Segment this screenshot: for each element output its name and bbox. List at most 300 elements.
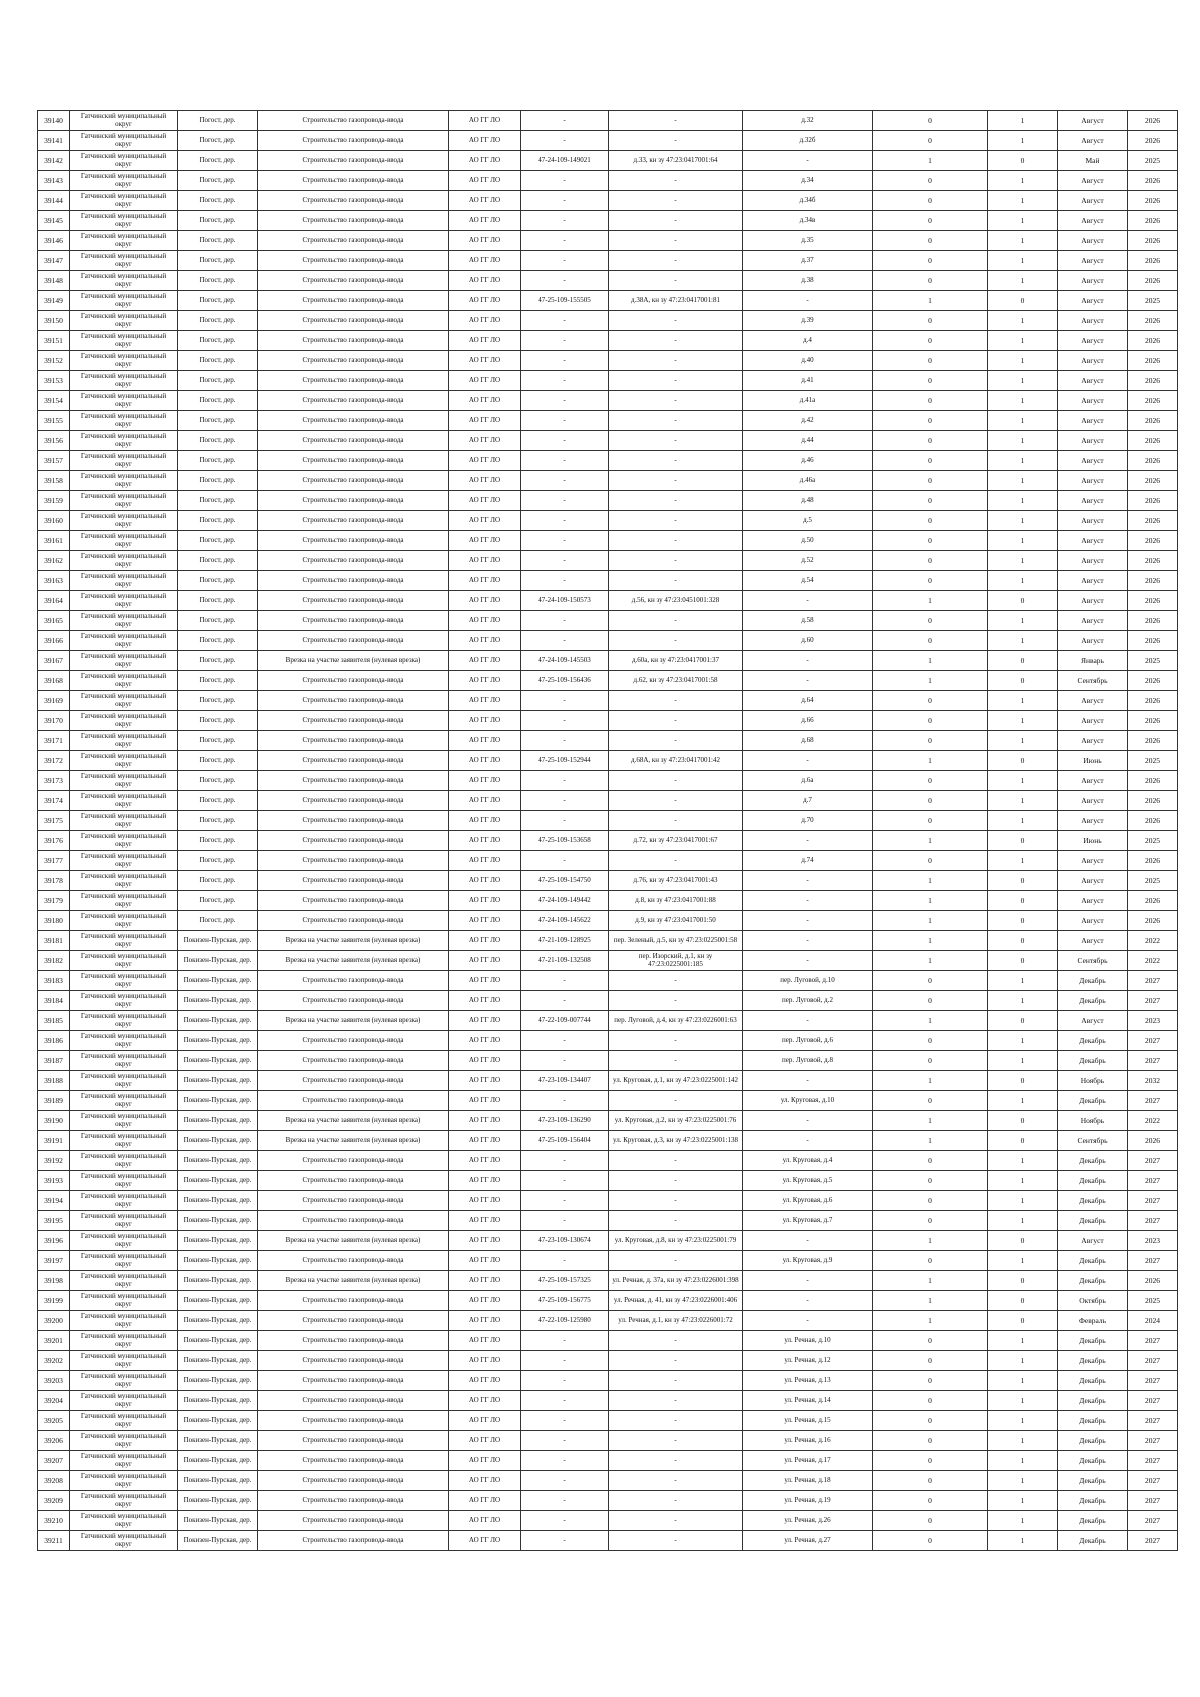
cell-work-type: Строительство газопровода-ввода bbox=[258, 251, 449, 271]
cell-count-b: 1 bbox=[988, 631, 1058, 651]
cell-settlement: Погост, дер. bbox=[178, 751, 258, 771]
cell-application-number: 47-25-109-152944 bbox=[521, 751, 609, 771]
cell-count-b: 1 bbox=[988, 351, 1058, 371]
cell-settlement: Покизен-Пурская, дер. bbox=[178, 1231, 258, 1251]
table-row bbox=[38, 591, 1178, 611]
cell-count-b: 0 bbox=[988, 931, 1058, 951]
table-row bbox=[38, 1251, 1178, 1271]
cell-organization: АО ГГ ЛО bbox=[449, 1071, 521, 1091]
cell-organization: АО ГГ ЛО bbox=[449, 1051, 521, 1071]
cell-settlement: Погост, дер. bbox=[178, 511, 258, 531]
cell-organization: АО ГГ ЛО bbox=[449, 1411, 521, 1431]
cell-month: Декабрь bbox=[1058, 1451, 1128, 1471]
cell-month: Август bbox=[1058, 811, 1128, 831]
cell-year: 2026 bbox=[1128, 411, 1178, 431]
cell-settlement: Покизен-Пурская, дер. bbox=[178, 991, 258, 1011]
cell-count-a: 0 bbox=[873, 1411, 988, 1431]
cell-address: д.34б bbox=[743, 191, 873, 211]
cell-row-number: 39153 bbox=[38, 371, 70, 391]
cell-row-number: 39163 bbox=[38, 571, 70, 591]
cell-year: 2025 bbox=[1128, 1291, 1178, 1311]
cell-address: д.54 bbox=[743, 571, 873, 591]
cell-municipal-district: Гатчинский муниципальный округ bbox=[70, 951, 178, 971]
cell-work-type: Строительство газопровода-ввода bbox=[258, 851, 449, 871]
cell-row-number: 39199 bbox=[38, 1291, 70, 1311]
cell-settlement: Покизен-Пурская, дер. bbox=[178, 951, 258, 971]
table-row bbox=[38, 951, 1178, 971]
cell-year: 2026 bbox=[1128, 571, 1178, 591]
cell-work-type: Строительство газопровода-ввода bbox=[258, 1311, 449, 1331]
cell-municipal-district: Гатчинский муниципальный округ bbox=[70, 231, 178, 251]
cell-month: Декабрь bbox=[1058, 1431, 1128, 1451]
cell-municipal-district: Гатчинский муниципальный округ bbox=[70, 1471, 178, 1491]
cell-address: - bbox=[743, 1291, 873, 1311]
cell-count-b: 1 bbox=[988, 571, 1058, 591]
cell-organization: АО ГГ ЛО bbox=[449, 1131, 521, 1151]
cell-month: Август bbox=[1058, 231, 1128, 251]
cell-address-cadastral: д.33, кн зу 47:23:0417001:64 bbox=[609, 151, 743, 171]
table-row bbox=[38, 531, 1178, 551]
cell-year: 2027 bbox=[1128, 1511, 1178, 1531]
cell-settlement: Погост, дер. bbox=[178, 191, 258, 211]
cell-row-number: 39167 bbox=[38, 651, 70, 671]
cell-municipal-district: Гатчинский муниципальный округ bbox=[70, 211, 178, 231]
table-row bbox=[38, 1471, 1178, 1491]
cell-municipal-district: Гатчинский муниципальный округ bbox=[70, 1431, 178, 1451]
cell-month: Январь bbox=[1058, 651, 1128, 671]
cell-month: Декабрь bbox=[1058, 1371, 1128, 1391]
cell-organization: АО ГГ ЛО bbox=[449, 251, 521, 271]
cell-municipal-district: Гатчинский муниципальный округ bbox=[70, 391, 178, 411]
cell-settlement: Погост, дер. bbox=[178, 731, 258, 751]
cell-count-a: 0 bbox=[873, 971, 988, 991]
cell-address-cadastral: - bbox=[609, 1451, 743, 1471]
cell-application-number: - bbox=[521, 211, 609, 231]
cell-application-number: - bbox=[521, 1351, 609, 1371]
cell-month: Август bbox=[1058, 211, 1128, 231]
cell-row-number: 39195 bbox=[38, 1211, 70, 1231]
cell-organization: АО ГГ ЛО bbox=[449, 811, 521, 831]
cell-organization: АО ГГ ЛО bbox=[449, 231, 521, 251]
cell-year: 2026 bbox=[1128, 191, 1178, 211]
cell-address: д.40 bbox=[743, 351, 873, 371]
cell-settlement: Погост, дер. bbox=[178, 891, 258, 911]
cell-municipal-district: Гатчинский муниципальный округ bbox=[70, 851, 178, 871]
cell-settlement: Погост, дер. bbox=[178, 251, 258, 271]
cell-municipal-district: Гатчинский муниципальный округ bbox=[70, 691, 178, 711]
cell-settlement: Погост, дер. bbox=[178, 651, 258, 671]
cell-month: Декабрь bbox=[1058, 1511, 1128, 1531]
cell-count-b: 1 bbox=[988, 391, 1058, 411]
cell-application-number: - bbox=[521, 1491, 609, 1511]
cell-organization: АО ГГ ЛО bbox=[449, 571, 521, 591]
cell-municipal-district: Гатчинский муниципальный округ bbox=[70, 591, 178, 611]
cell-row-number: 39178 bbox=[38, 871, 70, 891]
cell-row-number: 39208 bbox=[38, 1471, 70, 1491]
cell-organization: АО ГГ ЛО bbox=[449, 351, 521, 371]
cell-application-number: - bbox=[521, 611, 609, 631]
cell-count-b: 1 bbox=[988, 471, 1058, 491]
cell-settlement: Покизен-Пурская, дер. bbox=[178, 1011, 258, 1031]
cell-month: Август bbox=[1058, 531, 1128, 551]
table-row bbox=[38, 171, 1178, 191]
cell-count-a: 0 bbox=[873, 351, 988, 371]
cell-address-cadastral: - bbox=[609, 351, 743, 371]
cell-month: Сентябрь bbox=[1058, 951, 1128, 971]
cell-settlement: Погост, дер. bbox=[178, 331, 258, 351]
cell-work-type: Строительство газопровода-ввода bbox=[258, 231, 449, 251]
cell-month: Август bbox=[1058, 271, 1128, 291]
cell-count-a: 0 bbox=[873, 1491, 988, 1511]
cell-settlement: Покизен-Пурская, дер. bbox=[178, 1271, 258, 1291]
cell-application-number: 47-23-109-136290 bbox=[521, 1111, 609, 1131]
cell-address: - bbox=[743, 1231, 873, 1251]
cell-settlement: Погост, дер. bbox=[178, 811, 258, 831]
cell-address: - bbox=[743, 1271, 873, 1291]
cell-address: д.50 bbox=[743, 531, 873, 551]
cell-settlement: Покизен-Пурская, дер. bbox=[178, 1391, 258, 1411]
cell-municipal-district: Гатчинский муниципальный округ bbox=[70, 1011, 178, 1031]
cell-application-number: - bbox=[521, 1151, 609, 1171]
cell-address-cadastral: ул. Речная, д.1, кн зу 47:23:0226001:72 bbox=[609, 1311, 743, 1331]
cell-year: 2023 bbox=[1128, 1011, 1178, 1031]
cell-count-b: 0 bbox=[988, 951, 1058, 971]
cell-year: 2026 bbox=[1128, 431, 1178, 451]
table-row bbox=[38, 151, 1178, 171]
cell-address-cadastral: ул. Речная, д. 37а, кн зу 47:23:0226001:398 bbox=[609, 1271, 743, 1291]
cell-address-cadastral: - bbox=[609, 1391, 743, 1411]
cell-count-a: 0 bbox=[873, 271, 988, 291]
cell-address-cadastral: - bbox=[609, 131, 743, 151]
table-row bbox=[38, 611, 1178, 631]
cell-month: Август bbox=[1058, 391, 1128, 411]
table-row bbox=[38, 551, 1178, 571]
cell-month: Август bbox=[1058, 571, 1128, 591]
cell-row-number: 39169 bbox=[38, 691, 70, 711]
cell-settlement: Погост, дер. bbox=[178, 271, 258, 291]
cell-count-b: 1 bbox=[988, 371, 1058, 391]
cell-month: Август bbox=[1058, 491, 1128, 511]
cell-settlement: Погост, дер. bbox=[178, 571, 258, 591]
cell-work-type: Строительство газопровода-ввода bbox=[258, 451, 449, 471]
cell-application-number: 47-24-109-145503 bbox=[521, 651, 609, 671]
table-row bbox=[38, 111, 1178, 131]
cell-row-number: 39207 bbox=[38, 1451, 70, 1471]
cell-count-b: 1 bbox=[988, 1491, 1058, 1511]
cell-address: ул. Круговая, д.5 bbox=[743, 1171, 873, 1191]
cell-count-a: 0 bbox=[873, 631, 988, 651]
cell-work-type: Строительство газопровода-ввода bbox=[258, 971, 449, 991]
cell-application-number: - bbox=[521, 351, 609, 371]
cell-address: ул. Речная, д.13 bbox=[743, 1371, 873, 1391]
table-row bbox=[38, 1491, 1178, 1511]
cell-application-number: - bbox=[521, 731, 609, 751]
cell-count-a: 0 bbox=[873, 551, 988, 571]
cell-count-b: 1 bbox=[988, 1171, 1058, 1191]
cell-organization: АО ГГ ЛО bbox=[449, 651, 521, 671]
cell-work-type: Строительство газопровода-ввода bbox=[258, 211, 449, 231]
cell-municipal-district: Гатчинский муниципальный округ bbox=[70, 291, 178, 311]
table-row bbox=[38, 711, 1178, 731]
cell-address: - bbox=[743, 891, 873, 911]
cell-year: 2022 bbox=[1128, 951, 1178, 971]
cell-settlement: Погост, дер. bbox=[178, 231, 258, 251]
cell-count-a: 0 bbox=[873, 1191, 988, 1211]
cell-count-a: 1 bbox=[873, 1291, 988, 1311]
cell-municipal-district: Гатчинский муниципальный округ bbox=[70, 531, 178, 551]
cell-year: 2026 bbox=[1128, 171, 1178, 191]
cell-application-number: - bbox=[521, 1251, 609, 1271]
cell-count-a: 0 bbox=[873, 1351, 988, 1371]
cell-count-b: 0 bbox=[988, 1071, 1058, 1091]
cell-month: Декабрь bbox=[1058, 1471, 1128, 1491]
cell-count-b: 1 bbox=[988, 231, 1058, 251]
cell-year: 2027 bbox=[1128, 971, 1178, 991]
cell-year: 2027 bbox=[1128, 1411, 1178, 1431]
cell-application-number: - bbox=[521, 571, 609, 591]
cell-address-cadastral: - bbox=[609, 1031, 743, 1051]
cell-count-a: 1 bbox=[873, 831, 988, 851]
cell-address-cadastral: - bbox=[609, 371, 743, 391]
cell-settlement: Покизен-Пурская, дер. bbox=[178, 1111, 258, 1131]
cell-settlement: Покизен-Пурская, дер. bbox=[178, 1331, 258, 1351]
cell-row-number: 39161 bbox=[38, 531, 70, 551]
cell-municipal-district: Гатчинский муниципальный округ bbox=[70, 411, 178, 431]
cell-work-type: Строительство газопровода-ввода bbox=[258, 1531, 449, 1551]
cell-month: Февраль bbox=[1058, 1311, 1128, 1331]
cell-row-number: 39192 bbox=[38, 1151, 70, 1171]
cell-year: 2026 bbox=[1128, 471, 1178, 491]
cell-count-a: 0 bbox=[873, 331, 988, 351]
cell-address-cadastral: д.38А, кн зу 47:23:0417001:81 bbox=[609, 291, 743, 311]
cell-application-number: 47-23-109-130674 bbox=[521, 1231, 609, 1251]
cell-work-type: Врезка на участке заявителя (нулевая врезка) bbox=[258, 1111, 449, 1131]
cell-address-cadastral: пер. Изорский, д.1, кн зу 47:23:0225001:185 bbox=[609, 951, 743, 971]
cell-organization: АО ГГ ЛО bbox=[449, 891, 521, 911]
cell-count-a: 0 bbox=[873, 1171, 988, 1191]
cell-year: 2025 bbox=[1128, 291, 1178, 311]
cell-settlement: Покизен-Пурская, дер. bbox=[178, 1171, 258, 1191]
cell-work-type: Строительство газопровода-ввода bbox=[258, 791, 449, 811]
cell-address: - bbox=[743, 911, 873, 931]
cell-month: Декабрь bbox=[1058, 1411, 1128, 1431]
cell-address: - bbox=[743, 831, 873, 851]
cell-address-cadastral: - bbox=[609, 491, 743, 511]
cell-month: Июнь bbox=[1058, 751, 1128, 771]
cell-address: д.39 bbox=[743, 311, 873, 331]
cell-address: ул. Речная, д.27 bbox=[743, 1531, 873, 1551]
table-row bbox=[38, 431, 1178, 451]
cell-application-number: - bbox=[521, 311, 609, 331]
cell-row-number: 39182 bbox=[38, 951, 70, 971]
cell-organization: АО ГГ ЛО bbox=[449, 1311, 521, 1331]
cell-row-number: 39170 bbox=[38, 711, 70, 731]
cell-address-cadastral: - bbox=[609, 691, 743, 711]
cell-work-type: Строительство газопровода-ввода bbox=[258, 591, 449, 611]
cell-count-a: 0 bbox=[873, 611, 988, 631]
cell-work-type: Врезка на участке заявителя (нулевая врезка) bbox=[258, 1011, 449, 1031]
cell-year: 2026 bbox=[1128, 351, 1178, 371]
cell-application-number: - bbox=[521, 1411, 609, 1431]
cell-count-a: 0 bbox=[873, 1531, 988, 1551]
cell-application-number: - bbox=[521, 1371, 609, 1391]
cell-count-a: 1 bbox=[873, 1011, 988, 1031]
cell-month: Август bbox=[1058, 171, 1128, 191]
cell-organization: АО ГГ ЛО bbox=[449, 1091, 521, 1111]
cell-work-type: Строительство газопровода-ввода bbox=[258, 1251, 449, 1271]
cell-municipal-district: Гатчинский муниципальный округ bbox=[70, 751, 178, 771]
cell-row-number: 39149 bbox=[38, 291, 70, 311]
cell-month: Август bbox=[1058, 191, 1128, 211]
cell-municipal-district: Гатчинский муниципальный округ bbox=[70, 1211, 178, 1231]
cell-application-number: - bbox=[521, 391, 609, 411]
cell-row-number: 39194 bbox=[38, 1191, 70, 1211]
cell-address: - bbox=[743, 1071, 873, 1091]
table-row bbox=[38, 351, 1178, 371]
cell-year: 2026 bbox=[1128, 271, 1178, 291]
table-row bbox=[38, 1531, 1178, 1551]
cell-address-cadastral: - bbox=[609, 111, 743, 131]
cell-work-type: Строительство газопровода-ввода bbox=[258, 631, 449, 651]
cell-month: Август bbox=[1058, 371, 1128, 391]
cell-address-cadastral: - bbox=[609, 771, 743, 791]
cell-address: ул. Круговая, д.10 bbox=[743, 1091, 873, 1111]
cell-count-b: 1 bbox=[988, 191, 1058, 211]
cell-settlement: Погост, дер. bbox=[178, 491, 258, 511]
cell-work-type: Строительство газопровода-ввода bbox=[258, 1051, 449, 1071]
cell-month: Декабрь bbox=[1058, 1151, 1128, 1171]
cell-organization: АО ГГ ЛО bbox=[449, 1391, 521, 1411]
cell-row-number: 39156 bbox=[38, 431, 70, 451]
cell-work-type: Врезка на участке заявителя (нулевая врезка) bbox=[258, 1131, 449, 1151]
cell-row-number: 39189 bbox=[38, 1091, 70, 1111]
cell-work-type: Строительство газопровода-ввода bbox=[258, 611, 449, 631]
table-row bbox=[38, 471, 1178, 491]
cell-address: д.5 bbox=[743, 511, 873, 531]
cell-count-a: 0 bbox=[873, 791, 988, 811]
cell-municipal-district: Гатчинский муниципальный округ bbox=[70, 1511, 178, 1531]
cell-address: д.64 bbox=[743, 691, 873, 711]
cell-row-number: 39186 bbox=[38, 1031, 70, 1051]
cell-address-cadastral: д.9, кн зу 47:23:0417001:50 bbox=[609, 911, 743, 931]
cell-settlement: Покизен-Пурская, дер. bbox=[178, 1511, 258, 1531]
cell-year: 2026 bbox=[1128, 1271, 1178, 1291]
table-row bbox=[38, 1511, 1178, 1531]
cell-address-cadastral: - bbox=[609, 1371, 743, 1391]
cell-year: 2027 bbox=[1128, 1351, 1178, 1371]
cell-count-a: 0 bbox=[873, 431, 988, 451]
table-row bbox=[38, 1371, 1178, 1391]
cell-address-cadastral: - bbox=[609, 1251, 743, 1271]
cell-application-number: - bbox=[521, 511, 609, 531]
cell-year: 2026 bbox=[1128, 331, 1178, 351]
cell-month: Август bbox=[1058, 631, 1128, 651]
cell-application-number: - bbox=[521, 1031, 609, 1051]
cell-municipal-district: Гатчинский муниципальный округ bbox=[70, 891, 178, 911]
cell-count-b: 1 bbox=[988, 1211, 1058, 1231]
cell-address-cadastral: - bbox=[609, 511, 743, 531]
table-row bbox=[38, 991, 1178, 1011]
cell-month: Август bbox=[1058, 871, 1128, 891]
table-row bbox=[38, 1071, 1178, 1091]
cell-address-cadastral: - bbox=[609, 1171, 743, 1191]
cell-work-type: Строительство газопровода-ввода bbox=[258, 1351, 449, 1371]
cell-address: д.4 bbox=[743, 331, 873, 351]
cell-row-number: 39173 bbox=[38, 771, 70, 791]
cell-address: д.6а bbox=[743, 771, 873, 791]
cell-address: ул. Речная, д.19 bbox=[743, 1491, 873, 1511]
cell-count-a: 0 bbox=[873, 451, 988, 471]
cell-address-cadastral: - bbox=[609, 451, 743, 471]
cell-address: ул. Речная, д.26 bbox=[743, 1511, 873, 1531]
table-row bbox=[38, 971, 1178, 991]
cell-address-cadastral: - bbox=[609, 791, 743, 811]
cell-count-b: 0 bbox=[988, 911, 1058, 931]
cell-settlement: Погост, дер. bbox=[178, 591, 258, 611]
cell-year: 2027 bbox=[1128, 1471, 1178, 1491]
cell-address: ул. Круговая, д.6 bbox=[743, 1191, 873, 1211]
cell-month: Октябрь bbox=[1058, 1291, 1128, 1311]
cell-settlement: Покизен-Пурская, дер. bbox=[178, 1351, 258, 1371]
cell-organization: АО ГГ ЛО bbox=[449, 751, 521, 771]
cell-address: д.58 bbox=[743, 611, 873, 631]
cell-count-a: 1 bbox=[873, 1111, 988, 1131]
cell-organization: АО ГГ ЛО bbox=[449, 831, 521, 851]
cell-address-cadastral: - bbox=[609, 1091, 743, 1111]
cell-address-cadastral: д.60а, кн зу 47:23:0417001:37 bbox=[609, 651, 743, 671]
cell-row-number: 39198 bbox=[38, 1271, 70, 1291]
cell-settlement: Покизен-Пурская, дер. bbox=[178, 1071, 258, 1091]
cell-municipal-district: Гатчинский муниципальный округ bbox=[70, 1111, 178, 1131]
cell-work-type: Строительство газопровода-ввода bbox=[258, 331, 449, 351]
cell-address: д.66 bbox=[743, 711, 873, 731]
cell-count-b: 0 bbox=[988, 1011, 1058, 1031]
cell-work-type: Строительство газопровода-ввода bbox=[258, 1171, 449, 1191]
cell-row-number: 39164 bbox=[38, 591, 70, 611]
cell-application-number: - bbox=[521, 1471, 609, 1491]
cell-organization: АО ГГ ЛО bbox=[449, 1171, 521, 1191]
cell-year: 2026 bbox=[1128, 771, 1178, 791]
cell-address: - bbox=[743, 151, 873, 171]
cell-address: - bbox=[743, 651, 873, 671]
cell-month: Август bbox=[1058, 711, 1128, 731]
cell-work-type: Строительство газопровода-ввода bbox=[258, 391, 449, 411]
cell-year: 2027 bbox=[1128, 1451, 1178, 1471]
cell-count-b: 1 bbox=[988, 1471, 1058, 1491]
cell-address: д.37 bbox=[743, 251, 873, 271]
cell-application-number: - bbox=[521, 971, 609, 991]
cell-organization: АО ГГ ЛО bbox=[449, 911, 521, 931]
cell-address: д.70 bbox=[743, 811, 873, 831]
cell-work-type: Строительство газопровода-ввода bbox=[258, 691, 449, 711]
cell-application-number: 47-25-109-156436 bbox=[521, 671, 609, 691]
cell-month: Декабрь bbox=[1058, 1491, 1128, 1511]
cell-row-number: 39152 bbox=[38, 351, 70, 371]
cell-address-cadastral: - bbox=[609, 1211, 743, 1231]
cell-municipal-district: Гатчинский муниципальный округ bbox=[70, 1191, 178, 1211]
cell-organization: АО ГГ ЛО bbox=[449, 731, 521, 751]
cell-count-b: 1 bbox=[988, 551, 1058, 571]
cell-count-a: 0 bbox=[873, 731, 988, 751]
cell-year: 2027 bbox=[1128, 1391, 1178, 1411]
cell-count-b: 1 bbox=[988, 451, 1058, 471]
table-row bbox=[38, 291, 1178, 311]
cell-year: 2027 bbox=[1128, 1171, 1178, 1191]
cell-address: д.60 bbox=[743, 631, 873, 651]
cell-address: ул. Речная, д.18 bbox=[743, 1471, 873, 1491]
cell-row-number: 39148 bbox=[38, 271, 70, 291]
cell-organization: АО ГГ ЛО bbox=[449, 1491, 521, 1511]
